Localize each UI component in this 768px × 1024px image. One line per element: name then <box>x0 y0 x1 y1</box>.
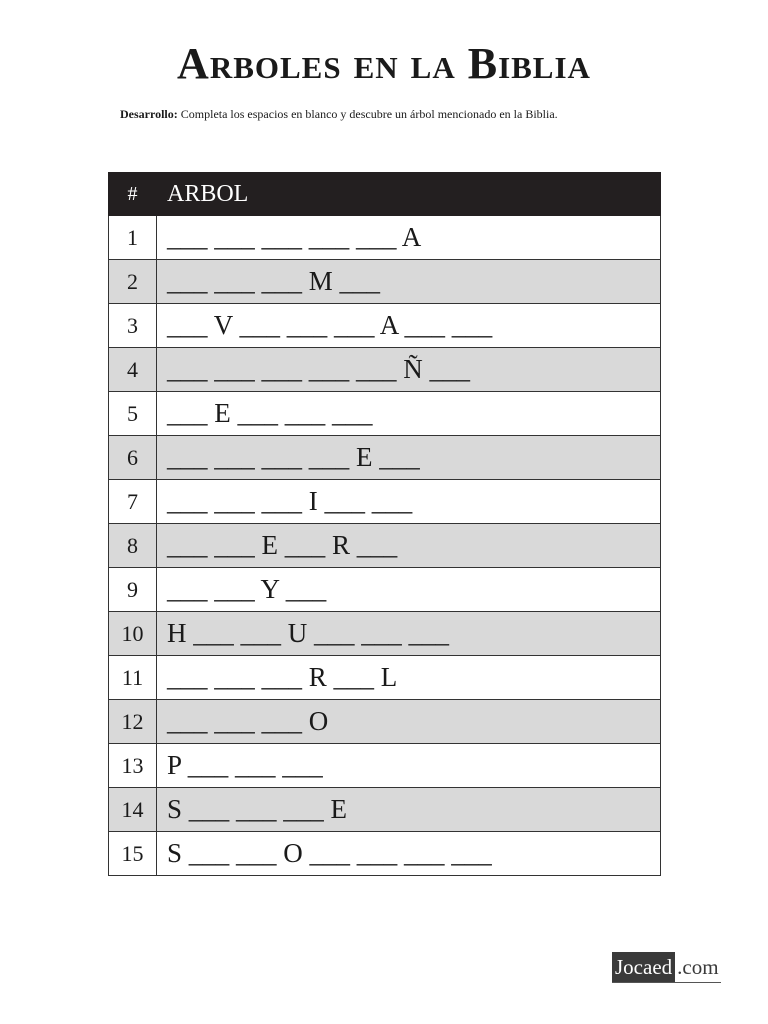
row-number: 11 <box>109 656 157 700</box>
row-number: 15 <box>109 832 157 876</box>
row-pattern: ___ ___ ___ O <box>157 700 661 744</box>
row-number: 5 <box>109 392 157 436</box>
row-pattern: ___ ___ ___ M ___ <box>157 260 661 304</box>
table-row <box>109 260 661 304</box>
row-number: 9 <box>109 568 157 612</box>
jocaed-logo <box>612 952 721 983</box>
table-row <box>109 568 661 612</box>
table-row <box>109 436 661 480</box>
row-number: 13 <box>109 744 157 788</box>
row-pattern: S ___ ___ O ___ ___ ___ ___ <box>157 832 661 876</box>
row-pattern: S ___ ___ ___ E <box>157 788 661 832</box>
row-pattern: ___ V ___ ___ ___ A ___ ___ <box>157 304 661 348</box>
row-pattern: ___ E ___ ___ ___ <box>157 392 661 436</box>
row-pattern: H ___ ___ U ___ ___ ___ <box>157 612 661 656</box>
row-pattern: ___ ___ ___ ___ ___ A <box>157 216 661 260</box>
header-number: # <box>109 173 157 216</box>
instructions-text: Completa los espacios en blanco y descubre un árbol mencionado en la Biblia. <box>177 107 558 121</box>
row-pattern: ___ ___ ___ I ___ ___ <box>157 480 661 524</box>
table-row <box>109 216 661 260</box>
table-row <box>109 304 661 348</box>
row-pattern: ___ ___ ___ ___ ___ Ñ ___ <box>157 348 661 392</box>
table-header-row <box>109 173 661 216</box>
row-number: 7 <box>109 480 157 524</box>
table-row <box>109 612 661 656</box>
table-row <box>109 524 661 568</box>
row-pattern: ___ ___ ___ ___ E ___ <box>157 436 661 480</box>
table-row <box>109 744 661 788</box>
row-pattern: ___ ___ E ___ R ___ <box>157 524 661 568</box>
page-title: Arboles en la Biblia <box>177 39 591 88</box>
row-number: 6 <box>109 436 157 480</box>
row-number: 3 <box>109 304 157 348</box>
instructions-label: Desarrollo: <box>120 107 178 121</box>
logo-right: .com <box>677 955 719 979</box>
row-number: 2 <box>109 260 157 304</box>
row-number: 12 <box>109 700 157 744</box>
row-number: 1 <box>109 216 157 260</box>
row-number: 4 <box>109 348 157 392</box>
row-pattern: ___ ___ ___ R ___ L <box>157 656 661 700</box>
puzzle-table <box>108 172 661 876</box>
header-tree: ARBOL <box>157 173 661 216</box>
table-row <box>109 788 661 832</box>
row-number: 10 <box>109 612 157 656</box>
table-row <box>109 480 661 524</box>
logo-left: Jocaed <box>612 952 675 982</box>
table-row <box>109 700 661 744</box>
row-number: 8 <box>109 524 157 568</box>
table-row <box>109 392 661 436</box>
table-row <box>109 832 661 876</box>
table-row <box>109 656 661 700</box>
table-row <box>109 348 661 392</box>
row-pattern: P ___ ___ ___ <box>157 744 661 788</box>
instructions <box>120 107 558 122</box>
row-pattern: ___ ___ Y ___ <box>157 568 661 612</box>
row-number: 14 <box>109 788 157 832</box>
